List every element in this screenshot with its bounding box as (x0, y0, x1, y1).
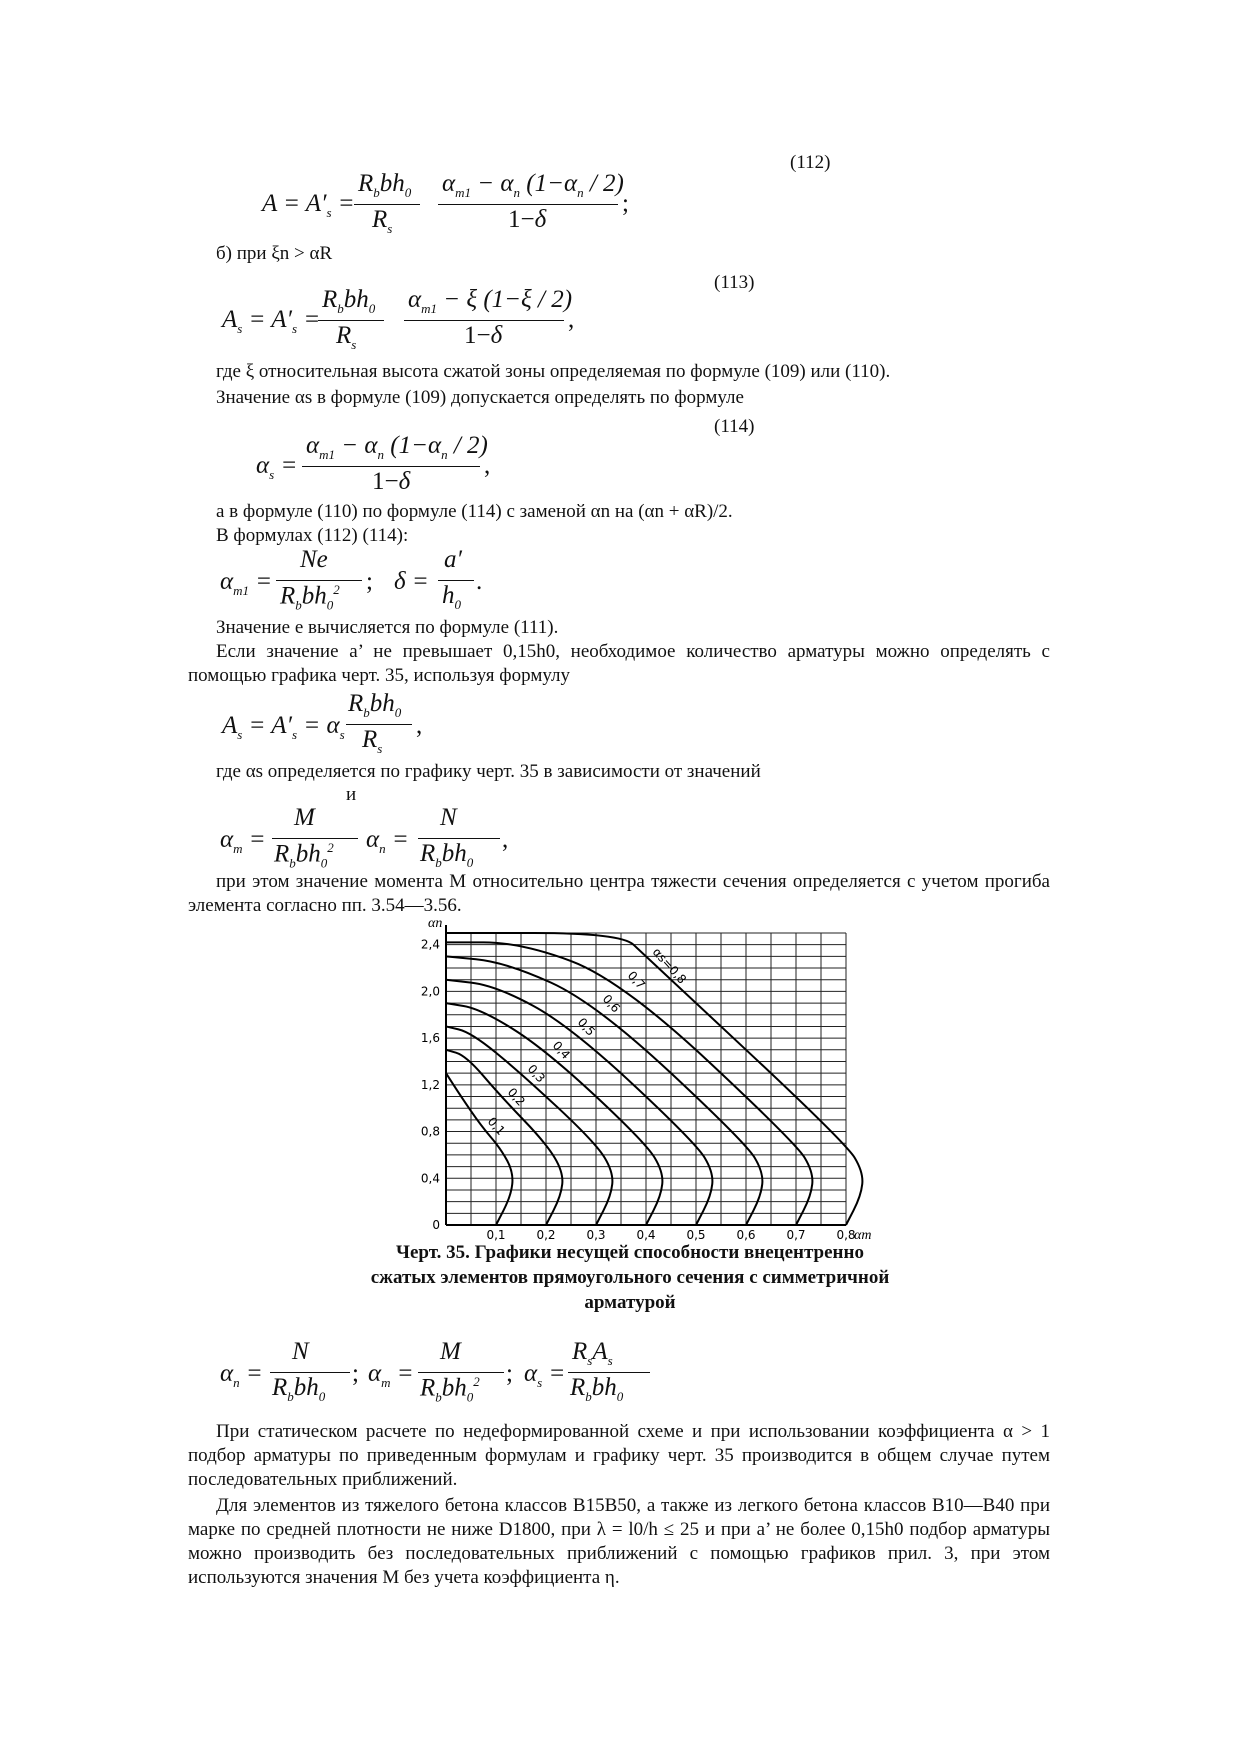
x-tick-label: 0,3 (586, 1228, 606, 1242)
formula-112: $A = A'_s$ = $R_bbh_0$ $R_s$ $\alpha_{m1} - \alpha_n$ $(1-\alpha_n / 2)$ 1−δ ; (262, 170, 629, 236)
curve-label: 0,2 (504, 1085, 528, 1109)
y-tick-label: 1,6 (420, 1031, 440, 1046)
y-tick-label: 1,2 (420, 1077, 440, 1092)
curve-label: 0,7 (624, 968, 648, 992)
curve-as-0-8 (446, 933, 862, 1225)
formula-am1-delta: $\alpha_{m1}$ = Ne $R_bbh_0^2$ ; δ = a′ $h_0$ . (220, 546, 483, 613)
chart-35 (400, 916, 872, 1243)
curve-as-0-7 (446, 942, 812, 1225)
and-in-110-line: а в формуле (110) по формуле (114) с заменой αn на (αn + αR)/2. (216, 501, 733, 522)
curve-label: 0,5 (574, 1015, 598, 1039)
where-xi-line: где ξ относительная высота сжатой зоны определяемая по формуле (109) или (110). (216, 361, 891, 382)
and-word: и (346, 784, 357, 805)
y-axis-label: αn (428, 916, 443, 931)
where-as-line: где αs определяется по графику черт. 35 в зависимости от значений (216, 761, 761, 782)
formula-113: $A_s = A'_s$ = $R_bbh_0$ $R_s$ $\alpha_{m1} - \xi$ (1−ξ / 2) 1−δ , (222, 286, 575, 352)
value-as-line: Значение αs в формуле (109) допускается определять по формуле (216, 387, 744, 408)
heavy-concrete-paragraph: Для элементов из тяжелого бетона классов В15В50, а также из легкого бетона классов В10—В40 при марке по средней плотности не ниже D1800, при λ = l0/h ≤ 25 и при a’ не более 0,15h0 подбор арматуры можно производить без последовательных приближений с помощью графиков прил. 3, при этом используются значения M без учета коэффициента η. (188, 1495, 1050, 1588)
y-tick-label: 2,0 (420, 984, 440, 999)
moment-paragraph: при этом значение момента M относительно центра тяжести сечения определяется с учетом прогиба элемента согласно пп. 3.54—3.56. (188, 871, 1050, 916)
caption-line-2: сжатых элементов прямоугольного сечения с симметричной (370, 1267, 890, 1288)
x-tick-label: 0,4 (636, 1228, 656, 1242)
curve-label: αs=0,8 (649, 944, 690, 987)
y-tick-label: 0,8 (420, 1124, 440, 1139)
eq-number-112: (112) (790, 152, 831, 173)
chart-caption (330, 1240, 930, 1315)
eq-number-113: (113) (714, 272, 755, 293)
x-tick-label: 0,6 (736, 1228, 756, 1242)
x-tick-label: 0,8 (836, 1228, 856, 1242)
x-tick-label: 0,5 (686, 1228, 706, 1242)
curve-as-0-5 (446, 980, 712, 1225)
curve-label: 0,4 (549, 1038, 573, 1062)
curve-label: 0,1 (484, 1114, 508, 1138)
x-tick-label: 0,1 (486, 1228, 506, 1242)
curve-label: 0,3 (524, 1061, 548, 1086)
formula-am-an: $\alpha_m$ = M $R_bbh_0^2$ $\alpha_n$ = N $R_bbh_0$ , (220, 804, 509, 871)
curve-as-0-1 (446, 1073, 512, 1225)
caption-line-1: Черт. 35. Графики несущей способности внецентренно (396, 1242, 864, 1263)
value-e-line: Значение e вычисляется по формуле (111). (216, 617, 559, 638)
y-tick-label: 0 (432, 1218, 440, 1232)
formula-114: $\alpha_s$ = $\alpha_{m1} - \alpha_n$ $(1-\alpha_n / 2)$ 1−δ , (256, 432, 491, 495)
in-formulas-line: В формулах (112) (114): (216, 525, 409, 546)
y-tick-label: 0,4 (420, 1171, 440, 1186)
curve-label: 0,6 (599, 991, 623, 1016)
eq-number-114: (114) (714, 416, 755, 437)
b-case-line: б) при ξn > αR (216, 243, 333, 264)
x-tick-label: 0,2 (536, 1228, 556, 1242)
x-tick-label: 0,7 (786, 1228, 806, 1242)
formula-legend: $\alpha_n$ = N $R_bbh_0$ ; $\alpha_m$ = M $R_bbh_0^2$ ; $\alpha_s$ = $R_sA_s$ $R_bbh_0$ (218, 1338, 658, 1408)
formula-as: $A_s = A'_s = \alpha_s$ $R_bbh_0$ $R_s$ , (222, 690, 423, 756)
if-value-paragraph: Если значение a’ не превышает 0,15h0, необходимое количество арматуры можно определять с помощью графика черт. 35, используя формулу (188, 641, 1050, 686)
caption-line-3: арматурой (584, 1292, 676, 1313)
x-axis-label: αm (854, 1228, 872, 1243)
y-tick-label: 2,4 (420, 937, 440, 952)
static-calc-paragraph: При статическом расчете по недеформированной схеме и при использовании коэффициента α > 1 подбор арматуры по приведенным формулам и графику черт. 35 производится в общем случае путем последовательных приближений. (188, 1421, 1050, 1490)
